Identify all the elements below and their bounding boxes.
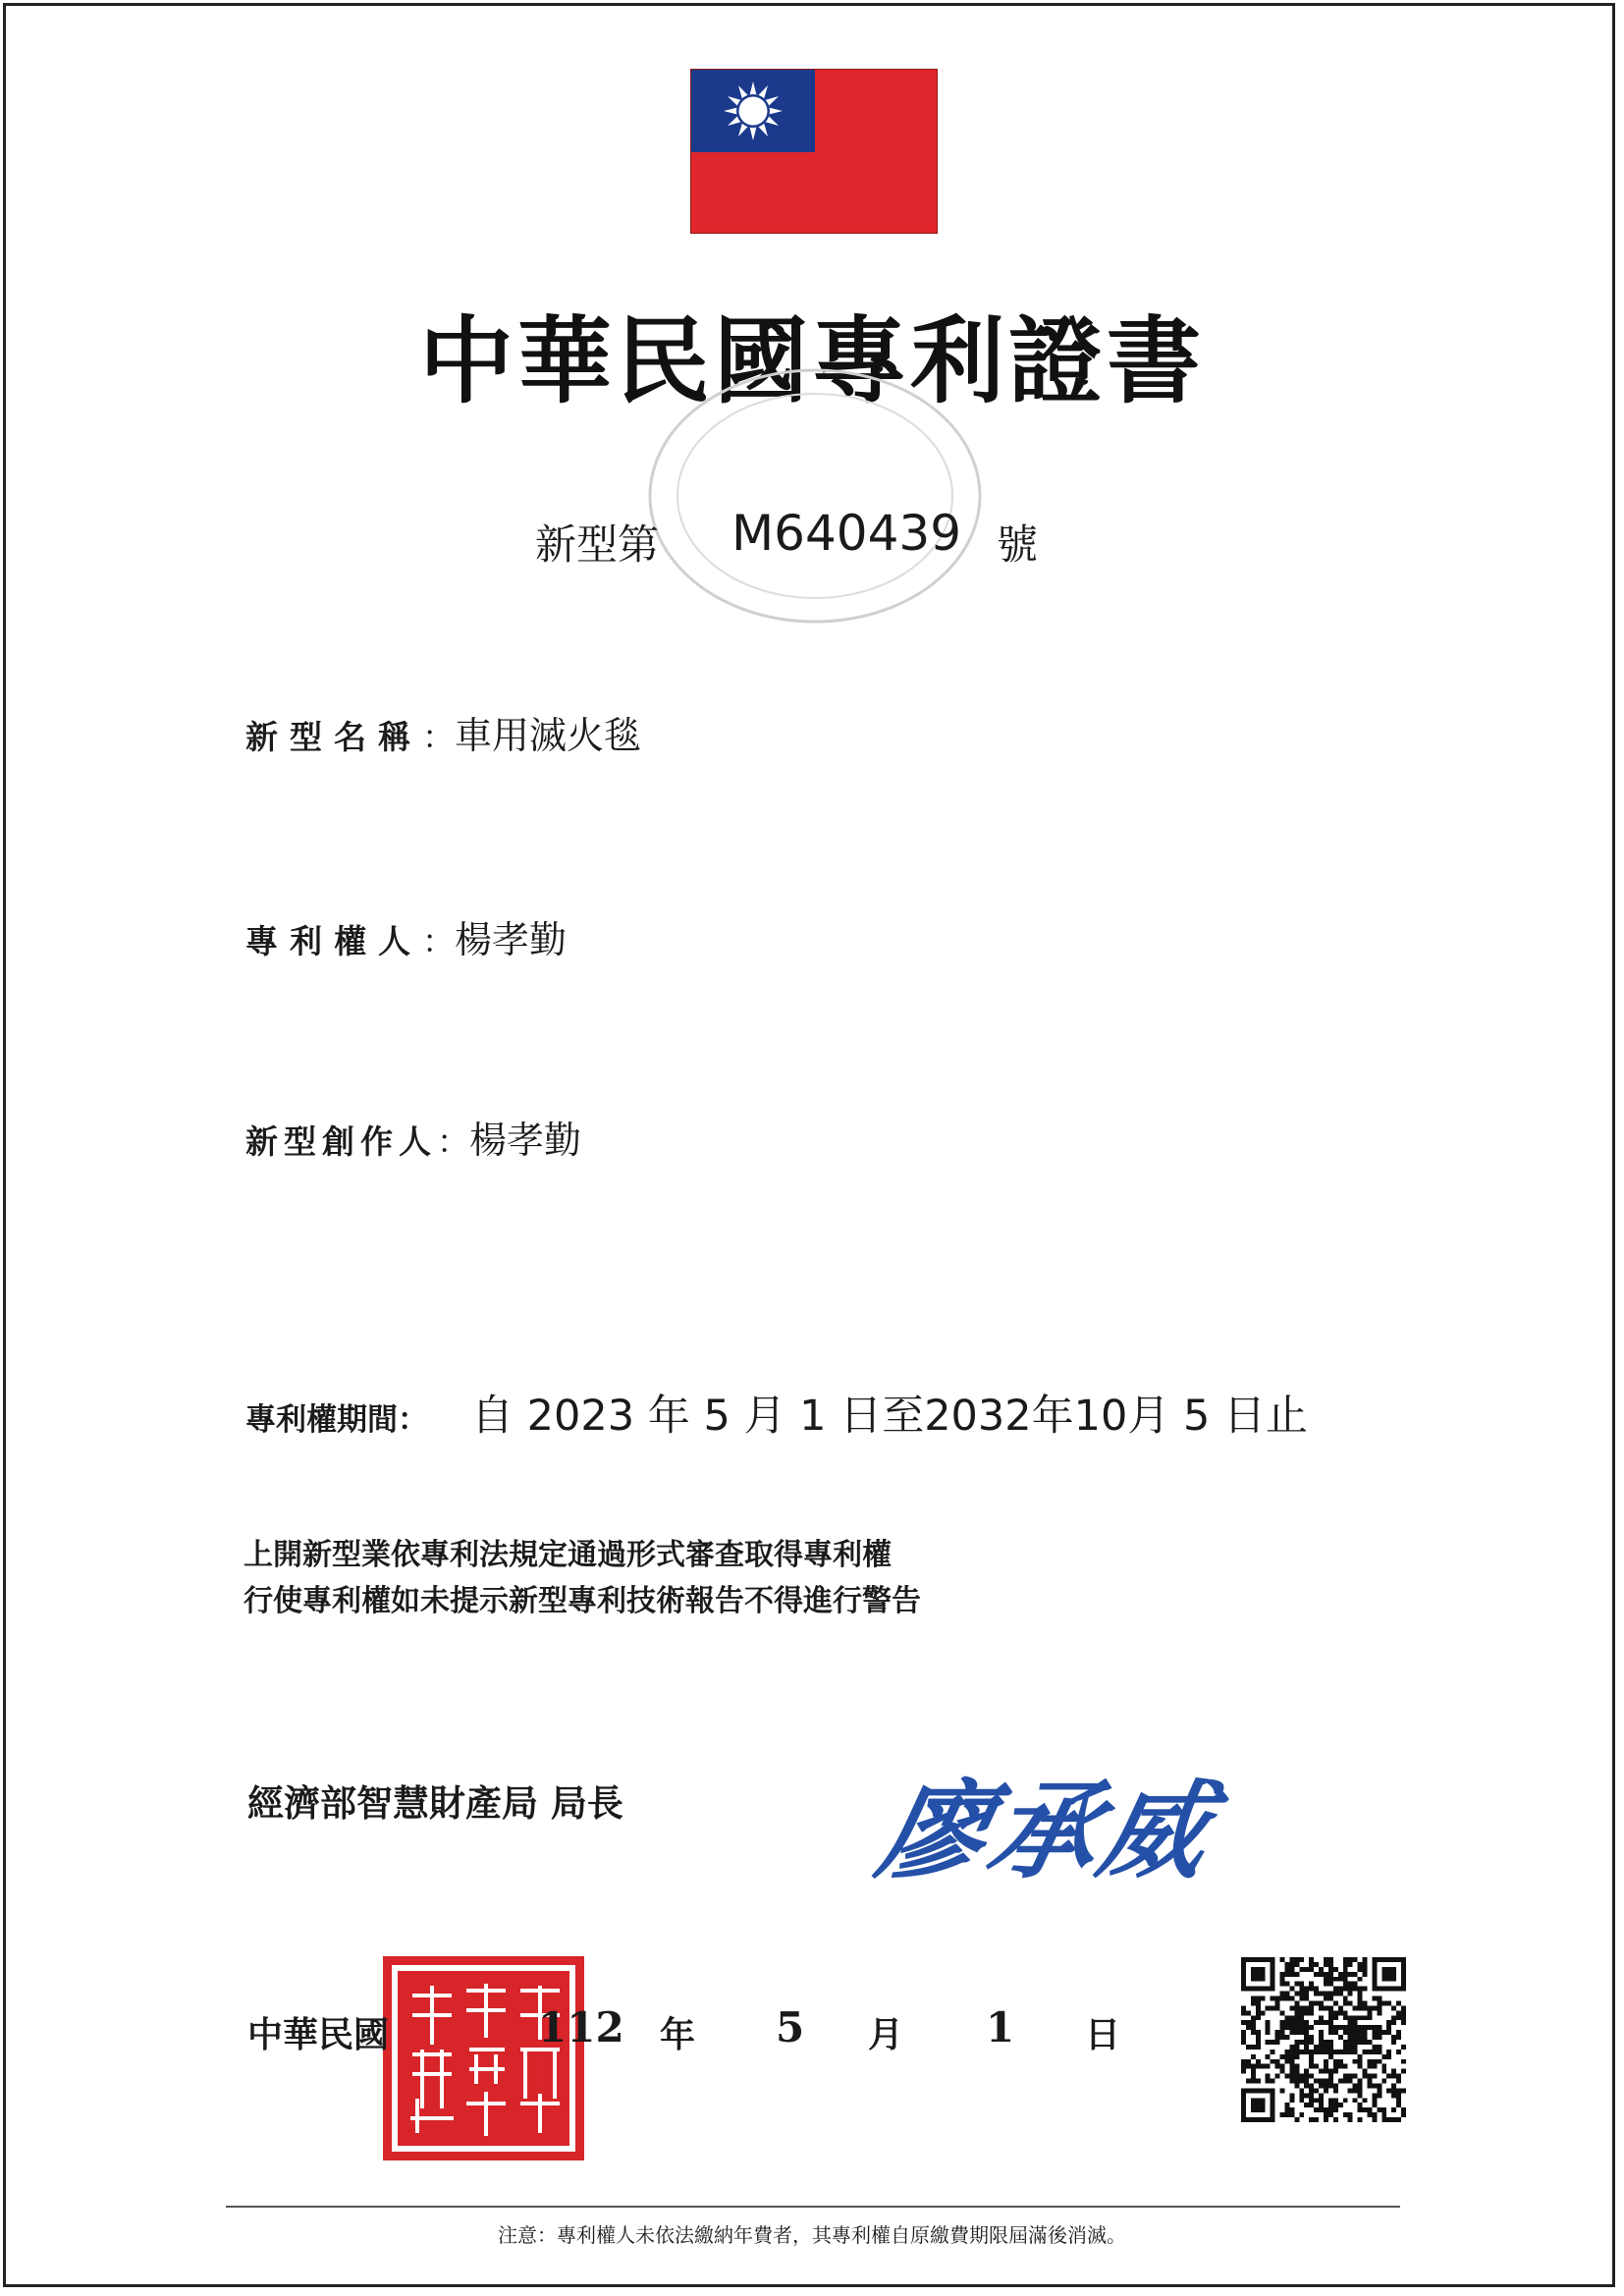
period-start-month: 5 — [703, 1392, 731, 1441]
issue-date-era: 中華民國 — [247, 2015, 390, 2055]
period-end: 止 — [1266, 1392, 1309, 1441]
embossed-seal-icon — [638, 358, 992, 633]
field-value: 車用滅火毯 — [455, 714, 642, 757]
patent-number: M640439 — [731, 505, 962, 562]
office-seal — [383, 1956, 584, 2160]
period-end-year: 2032 — [924, 1392, 1032, 1441]
patent-number-prefix: 新型第 — [535, 520, 660, 569]
field-label: 專利權人 — [245, 922, 422, 960]
qr-code-icon — [1241, 1956, 1406, 2123]
period-end-day: 5 — [1183, 1392, 1211, 1441]
footer-divider — [226, 2206, 1400, 2208]
period-to: 至 — [882, 1392, 925, 1441]
issuing-authority: 經濟部智慧財產局 局長 — [247, 1782, 623, 1825]
roc-flag-icon — [690, 69, 938, 234]
issue-date-year-word: 年 — [660, 2015, 696, 2055]
period-day-word: 日 — [1223, 1392, 1267, 1441]
certificate-title: 中華民國專利證書 — [419, 305, 1205, 416]
period-end-month: 10 — [1073, 1392, 1128, 1441]
field-colon: ： — [422, 718, 455, 756]
period-month-word: 月 — [1127, 1392, 1170, 1441]
period-start-day: 1 — [799, 1392, 827, 1441]
period-year-word: 年 — [647, 1392, 690, 1441]
issue-date-day-word: 日 — [1085, 2015, 1121, 2055]
field-utility-model-name — [245, 705, 641, 759]
field-label: 新型名稱 — [245, 718, 422, 756]
field-label: 新型創作人 — [245, 1122, 437, 1161]
field-creator — [245, 1110, 581, 1164]
issue-date-month-word: 月 — [868, 2015, 904, 2055]
footer-note: 注意：專利權人未依法繳納年費者，其專利權自原繳費期限屆滿後消滅。 — [498, 2223, 1126, 2247]
issue-date-day: 1 — [986, 2003, 1015, 2051]
patent-term-label: 專利權期間： — [245, 1402, 428, 1438]
period-day-word: 日 — [839, 1392, 883, 1441]
field-patentee — [245, 909, 567, 963]
issue-date-month: 5 — [776, 2003, 805, 2051]
period-from: 自 — [471, 1392, 514, 1441]
notice-line-1: 上開新型業依專利法規定通過形式審查取得專利權 — [244, 1538, 892, 1572]
issue-date-year: 112 — [538, 2003, 624, 2051]
field-colon: ： — [437, 1122, 469, 1161]
patent-number-suffix: 號 — [997, 520, 1039, 569]
period-year-word: 年 — [1031, 1392, 1074, 1441]
field-value: 楊孝勤 — [455, 918, 568, 961]
director-signature: 廖承威 — [868, 1770, 1225, 1893]
period-month-word: 月 — [743, 1392, 786, 1441]
patent-term — [245, 1383, 1308, 1443]
field-colon: ： — [422, 922, 455, 960]
period-start-year: 2023 — [526, 1392, 635, 1441]
field-value: 楊孝勤 — [469, 1119, 582, 1162]
notice-line-2: 行使專利權如未提示新型專利技術報告不得進行警告 — [244, 1584, 921, 1618]
